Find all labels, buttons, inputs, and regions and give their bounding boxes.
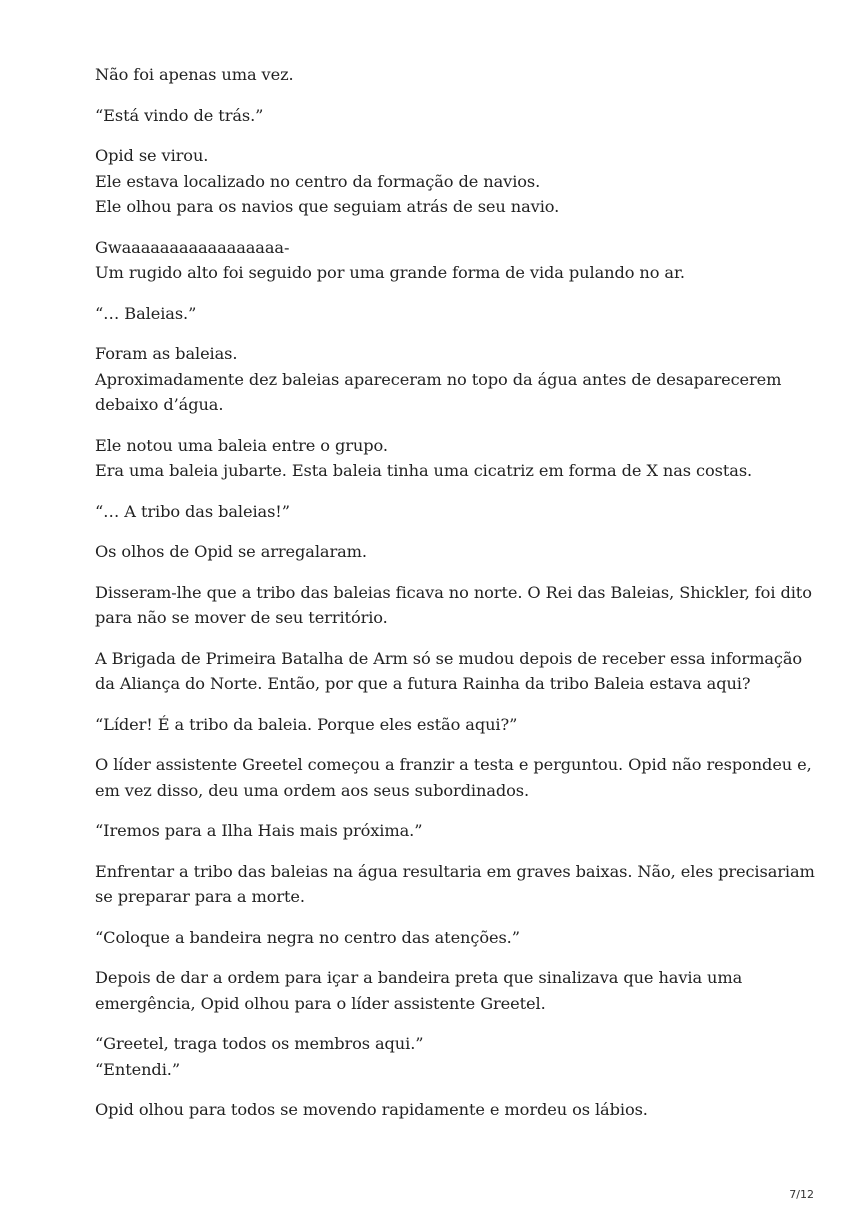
text-line: Disseram-lhe que a tribo das baleias ficava no norte. O Rei das Baleias, Shickler, foi dito [95,582,812,602]
text-line: da Aliança do Norte. Então, por que a futura Rainha da tribo Baleia estava aqui? [95,674,751,693]
text-line: Gwaaaaaaaaaaaaaaaaa- [95,237,290,257]
text-line: “Coloque a bandeira negra no centro das atenções.” [95,927,520,947]
paragraph [95,143,830,220]
text-line: Ele olhou para os navios que seguiam atrás de seu navio. [95,197,560,216]
paragraph [95,752,830,803]
paragraph [95,818,830,844]
text-line: “… A tribo das baleias!” [95,501,290,521]
paragraph [95,62,830,88]
text-line: se preparar para a morte. [95,887,305,906]
paragraph [95,539,830,565]
paragraph [95,1097,830,1123]
text-line: O líder assistente Greetel começou a franzir a testa e perguntou. Opid não respondeu e, [95,755,812,774]
text-line: Ele notou uma baleia entre o grupo. [95,435,388,455]
text-line: em vez disso, deu uma ordem aos seus subordinados. [95,780,530,800]
paragraph [95,1031,830,1082]
paragraph [95,499,830,525]
paragraph [95,103,830,129]
text-line: Opid se virou. [95,146,209,165]
text-line: Enfrentar a tribo das baleias na água resultaria em graves baixas. Não, eles precisariam [95,861,815,881]
text-line: A Brigada de Primeira Batalha de Arm só se mudou depois de receber essa informação [95,648,803,668]
text-line: “Está vindo de trás.” [95,105,264,125]
text-line: Os olhos de Opid se arregalaram. [95,542,367,561]
page-number: 7/12 [789,1188,814,1201]
paragraph [95,235,830,286]
text-line: “… Baleias.” [95,303,197,323]
text-line: Foram as baleias. [95,344,238,363]
text-line: “Entendi.” [95,1059,180,1079]
paragraph [95,433,830,484]
text-line: Um rugido alto foi seguido por uma grande forma de vida pulando no ar. [95,263,685,282]
paragraph [95,301,830,327]
text-line: Não foi apenas uma vez. [95,65,294,84]
text-line: Depois de dar a ordem para içar a bandeira preta que sinalizava que havia uma [95,968,743,987]
paragraph [95,859,830,910]
text-line: Era uma baleia jubarte. Esta baleia tinha uma cicatriz em forma de X nas costas. [95,461,753,480]
text-line: emergência, Opid olhou para o líder assistente Greetel. [95,993,546,1013]
text-line: “Greetel, traga todos os membros aqui.” [95,1034,424,1053]
text-line: Opid olhou para todos se movendo rapidamente e mordeu os lábios. [95,1100,648,1119]
paragraph [95,646,830,697]
text-line: “Líder! É a tribo da baleia. Porque eles estão aqui?” [95,714,518,734]
paragraph [95,712,830,738]
paragraph [95,341,830,418]
paragraph [95,965,830,1016]
text-line: Ele estava localizado no centro da formação de navios. [95,171,541,191]
document-body [95,62,830,1138]
paragraph [95,580,830,631]
text-line: “Iremos para a Ilha Hais mais próxima.” [95,821,423,840]
text-line: debaixo d’água. [95,395,224,414]
text-line: Aproximadamente dez baleias apareceram no topo da água antes de desaparecerem [95,369,782,389]
text-line: para não se mover de seu território. [95,608,388,627]
paragraph [95,925,830,951]
